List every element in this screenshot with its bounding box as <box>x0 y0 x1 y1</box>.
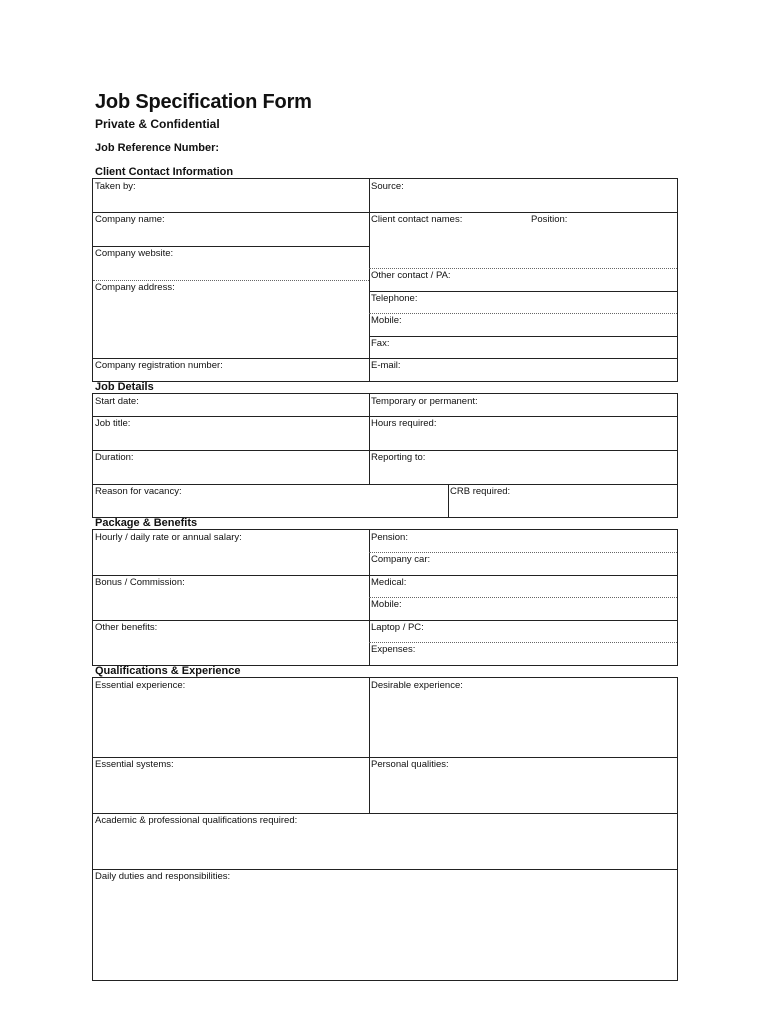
qualifications-table <box>92 677 678 981</box>
source-field[interactable] <box>369 179 677 212</box>
pension-field[interactable] <box>369 530 677 552</box>
job-section-heading: Job Details <box>95 381 154 393</box>
mobile-field[interactable] <box>369 313 677 336</box>
mobile-label: Mobile: <box>371 315 402 326</box>
other-contact-field[interactable] <box>369 268 677 291</box>
desirable-experience-field[interactable] <box>369 678 677 757</box>
essential-experience-field[interactable] <box>93 678 369 757</box>
other-benefits-field[interactable] <box>93 620 369 665</box>
expenses-label: Expenses: <box>371 644 416 655</box>
job-title-label: Job title: <box>95 418 131 429</box>
medical-label: Medical: <box>371 577 407 588</box>
fax-label: Fax: <box>371 338 390 349</box>
taken-by-field[interactable] <box>93 179 369 212</box>
personal-qualities-field[interactable] <box>369 757 677 813</box>
package-mobile-field[interactable] <box>369 597 677 620</box>
package-benefits-table <box>92 529 678 666</box>
desirable-experience-label: Desirable experience: <box>371 680 463 691</box>
academic-qualifications-label: Academic & professional qualifications required: <box>95 815 298 826</box>
hours-required-field[interactable] <box>369 416 677 450</box>
package-section-heading: Package & Benefits <box>95 517 198 529</box>
client-contact-names-label: Client contact names: <box>371 214 463 225</box>
fax-field[interactable] <box>369 336 677 358</box>
package-mobile-label: Mobile: <box>371 599 402 610</box>
taken-by-label: Taken by: <box>95 181 136 192</box>
daily-duties-field[interactable] <box>93 869 677 980</box>
reason-for-vacancy-label: Reason for vacancy: <box>95 486 182 497</box>
bonus-field[interactable] <box>93 575 369 620</box>
company-name-field[interactable] <box>93 212 369 246</box>
client-contact-table <box>92 178 678 382</box>
position-field[interactable] <box>529 212 677 268</box>
job-details-table <box>92 393 678 518</box>
duration-label: Duration: <box>95 452 134 463</box>
company-address-field[interactable] <box>93 280 369 358</box>
email-label: E-mail: <box>371 360 401 371</box>
temporary-permanent-field[interactable] <box>369 394 677 416</box>
laptop-label: Laptop / PC: <box>371 622 424 633</box>
reporting-to-field[interactable] <box>369 450 677 484</box>
expenses-field[interactable] <box>369 642 677 665</box>
company-registration-label: Company registration number: <box>95 360 223 371</box>
start-date-field[interactable] <box>93 394 369 416</box>
company-address-label: Company address: <box>95 282 175 293</box>
company-car-field[interactable] <box>369 552 677 575</box>
salary-field[interactable] <box>93 530 369 575</box>
client-contact-names-field[interactable] <box>369 212 529 268</box>
client-section-heading: Client Contact Information <box>95 166 234 178</box>
form-subtitle: Private & Confidential <box>95 117 220 131</box>
duration-field[interactable] <box>93 450 369 484</box>
academic-qualifications-field[interactable] <box>93 813 677 869</box>
job-title-field[interactable] <box>93 416 369 450</box>
company-car-label: Company car: <box>371 554 431 565</box>
company-website-label: Company website: <box>95 248 174 259</box>
essential-systems-label: Essential systems: <box>95 759 174 770</box>
crb-required-field[interactable] <box>448 484 677 517</box>
essential-experience-label: Essential experience: <box>95 680 186 691</box>
hours-required-label: Hours required: <box>371 418 437 429</box>
reason-for-vacancy-field[interactable] <box>93 484 448 517</box>
salary-label: Hourly / daily rate or annual salary: <box>95 532 242 543</box>
pension-label: Pension: <box>371 532 408 543</box>
daily-duties-label: Daily duties and responsibilities: <box>95 871 231 882</box>
company-registration-field[interactable] <box>93 358 369 381</box>
company-name-label: Company name: <box>95 214 165 225</box>
position-label: Position: <box>531 214 568 225</box>
bonus-label: Bonus / Commission: <box>95 577 185 588</box>
medical-field[interactable] <box>369 575 677 597</box>
company-website-field[interactable] <box>93 246 369 280</box>
telephone-field[interactable] <box>369 291 677 313</box>
qualifications-section-heading: Qualifications & Experience <box>95 665 241 677</box>
laptop-field[interactable] <box>369 620 677 642</box>
telephone-label: Telephone: <box>371 293 418 304</box>
job-reference-label: Job Reference Number: <box>95 142 220 154</box>
start-date-label: Start date: <box>95 396 139 407</box>
other-benefits-label: Other benefits: <box>95 622 158 633</box>
reporting-to-label: Reporting to: <box>371 452 426 463</box>
personal-qualities-label: Personal qualities: <box>371 759 449 770</box>
other-contact-label: Other contact / PA: <box>371 270 451 281</box>
essential-systems-field[interactable] <box>93 757 369 813</box>
source-label: Source: <box>371 181 404 192</box>
email-field[interactable] <box>369 358 677 381</box>
temporary-permanent-label: Temporary or permanent: <box>371 396 478 407</box>
crb-required-label: CRB required: <box>450 486 511 497</box>
form-title: Job Specification Form <box>95 91 312 113</box>
